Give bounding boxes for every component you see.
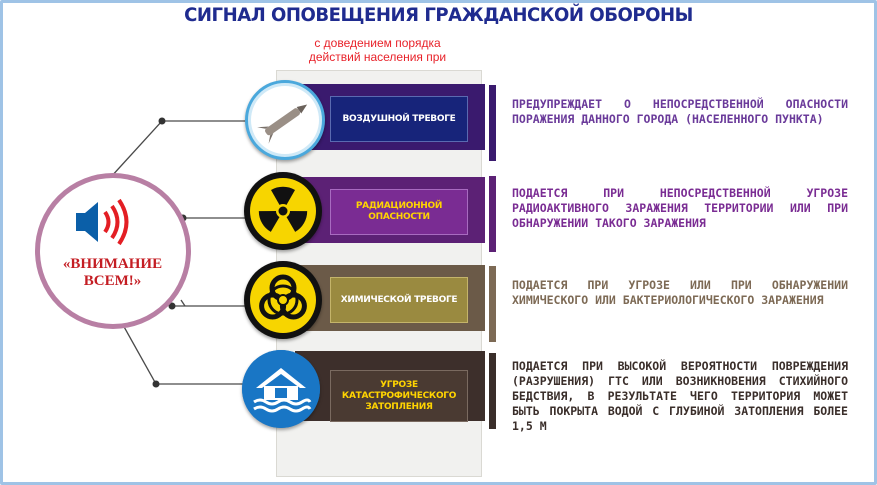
missile-icon — [245, 80, 325, 160]
radiation-icon — [244, 172, 322, 250]
sound-wave-1 — [105, 212, 109, 232]
desc-flood: ПОДАЕТСЯ ПРИ ВЫСОКОЙ ВЕРОЯТНОСТИ ПОВРЕЖДЕНИЯ (РАЗРУШЕНИЯ) ГТС ИЛИ ВОЗНИКНОВЕНИЯ СТИХИЙНОГО БЕДСТВИЯ, В РЕЗУЛЬТАТЕ ЧЕГО ТЕРРИТОРИЯ МОЖЕТ БЫТЬ ПОКРЫТА ВОДОЙ С ГЛУБИНОЙ ЗАТОПЛЕНИЯ БОЛЕЕ 1,5 М — [512, 359, 848, 433]
connector-node-1 — [159, 118, 166, 125]
bar-radiation — [489, 176, 496, 252]
speaker-body — [76, 213, 85, 231]
page-title: СИГНАЛ ОПОВЕЩЕНИЯ ГРАЖДАНСКОЙ ОБОРОНЫ — [184, 4, 693, 26]
desc-radiation: ПОДАЕТСЯ ПРИ НЕПОСРЕДСТВЕННОЙ УГРОЗЕ РАДИОАКТИВНОГО ЗАРАЖЕНИЯ ТЕРРИТОРИИ ИЛИ ПРИ ОБНАРУЖЕНИИ ТАКОГО ЗАРАЖЕНИЯ — [512, 186, 848, 230]
main-signal-label: «ВНИМАНИЕ ВСЕМ!» — [62, 256, 163, 289]
sound-wave-2 — [112, 206, 118, 238]
subtitle: с доведением порядка действий населения при — [308, 36, 447, 64]
connector-node-4 — [153, 381, 160, 388]
label-radiation: РАДИАЦИОННОЙ ОПАСНОСТИ — [330, 189, 468, 235]
bar-air-raid — [489, 85, 496, 161]
bar-flood — [489, 353, 496, 429]
label-air-raid: ВОЗДУШНОЙ ТРЕВОГЕ — [330, 96, 468, 142]
bar-chemical — [489, 266, 496, 342]
label-chemical: ХИМИЧЕСКОЙ ТРЕВОГЕ — [330, 277, 468, 323]
flood-house-icon — [242, 350, 320, 428]
loudspeaker-icon — [70, 197, 138, 249]
desc-chemical: ПОДАЕТСЯ ПРИ УГРОЗЕ ИЛИ ПРИ ОБНАРУЖЕНИИ ХИМИЧЕСКОГО ИЛИ БАКТЕРИОЛОГИЧЕСКОГО ЗАРАЖЕНИЯ — [512, 278, 848, 307]
label-flood: УГРОЗЕ КАТАСТРОФИЧЕСКОГО ЗАТОПЛЕНИЯ — [330, 370, 468, 422]
biohazard-icon — [244, 261, 322, 339]
connector-line-1 — [110, 121, 162, 178]
speaker-cone — [85, 202, 98, 242]
connector-line-3 — [181, 300, 185, 306]
desc-air-raid: ПРЕДУПРЕЖДАЕТ О НЕПОСРЕДСТВЕННОЙ ОПАСНОСТИ ПОРАЖЕНИЯ ДАННОГО ГОРОДА (НАСЕЛЕННОГО ПУНКТА) — [512, 97, 848, 126]
sound-wave-3 — [119, 200, 127, 244]
